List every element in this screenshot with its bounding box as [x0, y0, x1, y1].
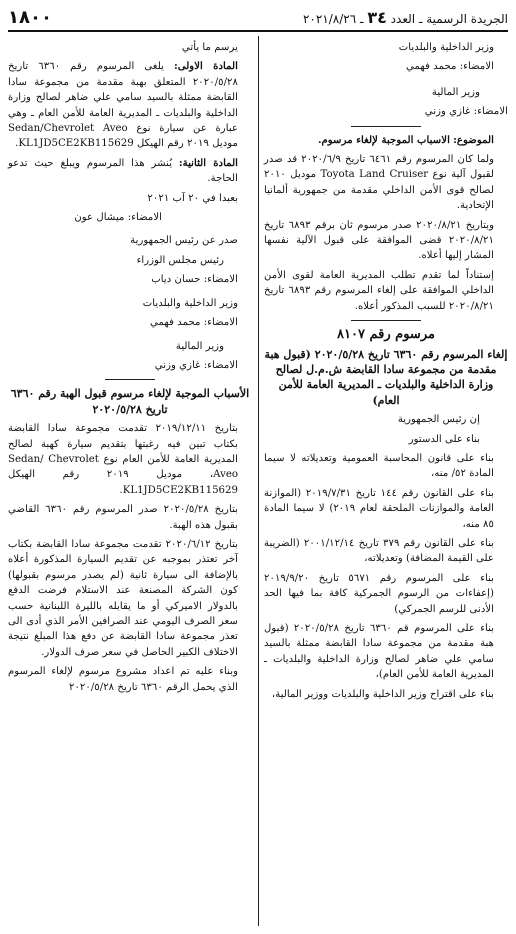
reason-paragraph: إستناداً لما تقدم تطلب المديرية العامة لقوى الأمن الداخلي الموافقة على إلغاء المرسوم رقم ٦٨٩٣ تاريخ ٢٠٢٠/٨/٢١ للسبب المذكور أعلاه. [264, 269, 494, 312]
preamble-line: بناء على الدستور [408, 433, 480, 445]
finance-signature: الامضاء: غازي وزني [154, 359, 238, 371]
right-column [264, 40, 508, 706]
gazette-title [303, 8, 508, 27]
reasons-heading: الأسباب الموجبة لإلغاء مرسوم قبول الهبة رقم ٦٣٦٠ تاريخ ٢٠٢٠/٥/٢٨ [10, 387, 250, 416]
preamble-line: بناء على القانون رقم ٣٧٩ تاريخ ٢٠٠١/١٢/١٤ (الضريبة على القيمة المضافة) وتعديلاته، [264, 537, 494, 565]
article-2 [8, 156, 252, 187]
subject-text: الاسباب الموجبة لإلغاء مرسوم. [317, 133, 450, 146]
separator [351, 320, 421, 321]
column-divider [258, 36, 259, 926]
reason-paragraph: بتاريخ ٢٠٢٠/٥/٢٨ صدر المرسوم رقم ٦٣٦٠ القاضي بقبول هذه الهبة. [8, 504, 238, 531]
signature-finance-title: وزير المالية [431, 86, 480, 98]
reason-paragraph: وبناء عليه تم اعداد مشروع مرسوم لإلغاء المرسوم الذي يحمل الرقم ٦٣٦٠ تاريخ ٢٠٢٠/٥/٢٨ [8, 666, 238, 693]
article-1-label: المادة الاولى: [173, 60, 238, 73]
gazette-name: الجريدة الرسمية ـ العدد [390, 11, 508, 26]
article-2-label: المادة الثانية: [178, 156, 238, 169]
signature-interior-title: وزير الداخلية والبلديات [398, 42, 494, 53]
issue-number: ٣٤ [367, 7, 387, 27]
decree-title: إلغاء المرسوم رقم ٦٣٦٠ تاريخ ٢٠٢٠/٥/٢٨ (قبول هبة مقدمة من مجموعة سادا القابضة ش.م.ل لصالح وزارة الداخلية والبلديات ـ المديرية العامة للأمن العام) [264, 347, 508, 407]
issue-date: ـ ٢٠٢١/٨/٢٦ [302, 11, 364, 26]
preamble-line: بناء على قانون المحاسبة العمومية وتعديلاته لا سيما المادة ٥٢/ منه، [264, 452, 494, 480]
date-line: بعبدا في ٢٠ آب ٢٠٢١ [147, 192, 238, 204]
header-rule [8, 30, 508, 32]
interior-title: وزير الداخلية والبلديات [142, 297, 238, 309]
signature-finance-name: الامضاء: غازي وزني [424, 106, 508, 118]
pm-title: رئيس مجلس الوزراء [136, 254, 224, 266]
page-header [8, 4, 508, 30]
article-2-text: يُنشر هذا المرسوم ويبلغ حيث تدعو الحاجة. [8, 157, 238, 185]
preamble-line: إن رئيس الجمهورية [397, 414, 480, 426]
preamble-line: بناء على القانون رقم ١٤٤ تاريخ ٢٠١٩/٧/٣١ (الموازنة العامة والموازنات الملحقة لعام ٢٠١٩) لا سيما المادة ٨٥ منه، [264, 487, 494, 530]
reason-paragraph: بتاريخ ٢٠٢٠/٦/١٢ تقدمت مجموعة سادا القابضة بكتاب آخر تعتذر بموجبه عن تقديم السيارة المذكورة أعلاه بالإضافة الى سيارة ثانية (لم يصدر مرسوم بقبولها) كون الشركة المصنعة عند الاستلام فرضت الدفع بالدولار الاميركي أو ما يقابله بالليرة اللبنانية حسب سعر الصرف اليومي عند الصرافين الأمر الذي أدى الى تعذر مجموعة سادا القابضة عن دفع هذا المبلغ نتيجة الاختلاف الكبير الحاصل في سعر صرف الدولار. [8, 538, 238, 658]
decrees-heading: يرسم ما يأتي [181, 42, 238, 53]
subject-line [264, 133, 508, 148]
pm-signature: الامضاء: حسان دياب [151, 274, 238, 286]
interior-signature: الامضاء: محمد فهمي [150, 317, 238, 329]
subject-label: الموضوع: [453, 133, 494, 146]
preamble-line: بناء على اقتراح وزير الداخلية والبلديات ووزير المالية، [271, 688, 494, 700]
preamble-line: بناء على المرسوم قم ٦٣٦٠ تاريخ ٢٠٢٠/٥/٢٨ (قبول هبة مقدمة من مجموعة سادا القابضة ممثلة بالسيد سامي علي ضاهر لصالح وزارة الداخلية والبلديات ـ المديرية العامة للأمن العام)، [264, 623, 495, 681]
decree-number: مرسوم رقم ٨١٠٧ [337, 327, 435, 343]
finance-title: وزير المالية [175, 340, 224, 352]
separator [105, 379, 155, 380]
separator [351, 126, 421, 127]
article-1-text: يلغى المرسوم رقم ٦٣٦٠ تاريخ ٢٠٢٠/٥/٢٨ المتعلق بهبة مقدمة من مجموعة سادا القابضة ممثلة بالسيد سامي علي ضاهر لصالح وزارة الداخلية والبلديات ـ المديرية العامة للأمن العام ـ وهي عبارة عن سيارة نوع Sedan/Chevrolet Aveo موديل ٢٠١٩ رقم الهيكل KL1JD5CE2KB115629. [8, 61, 238, 150]
left-column [8, 40, 252, 699]
page-number: ١٨٠٠ [8, 6, 52, 28]
preamble-line: بناء على المرسوم رقم ٥٦٧١ تاريخ ٢٠١٩/٩/٢٠ (إعفاءات من الرسوم الجمركية كافة بما فيها الحد الأدنى للرسم الجمركي) [264, 572, 494, 615]
issued-by: صدر عن رئيس الجمهورية [130, 235, 238, 247]
reason-paragraph: بتاريخ ٢٠١٩/١٢/١١ تقدمت مجموعة سادا القابضة بكتاب تبين فيه رغبتها بتقديم سيارة كهبة لصالح المديرية العامة للأمن العام نوع Sedan/ Chevrolet Aveo، موديل ٢٠١٩ رقم الهيكل KL1JD5CE2KB115629. [8, 423, 238, 496]
article-1 [8, 59, 252, 151]
reason-paragraph: وبتاريخ ٢٠٢٠/٨/٢١ صدر مرسوم ثان برقم ٦٨٩٣ تاريخ ٢٠٢٠/٨/٢١ قضى الموافقة على قبول الآلية نفسها المشار إليها أعلاه. [264, 219, 494, 262]
president-signature: الامضاء: ميشال عون [74, 212, 162, 224]
reason-paragraph: ولما كان المرسوم رقم ٦٤٦١ تاريخ ٢٠٢٠/٦/٩ قد صدر لقبول آلية نوع Toyota Land Cruiser موديل ٢٠١٠ لصالح قوى الأمن الداخلي مقدمة من جمهورية ألمانيا الإتحادية. [264, 154, 495, 212]
signature-interior-name: الامضاء: محمد فهمي [406, 61, 494, 73]
